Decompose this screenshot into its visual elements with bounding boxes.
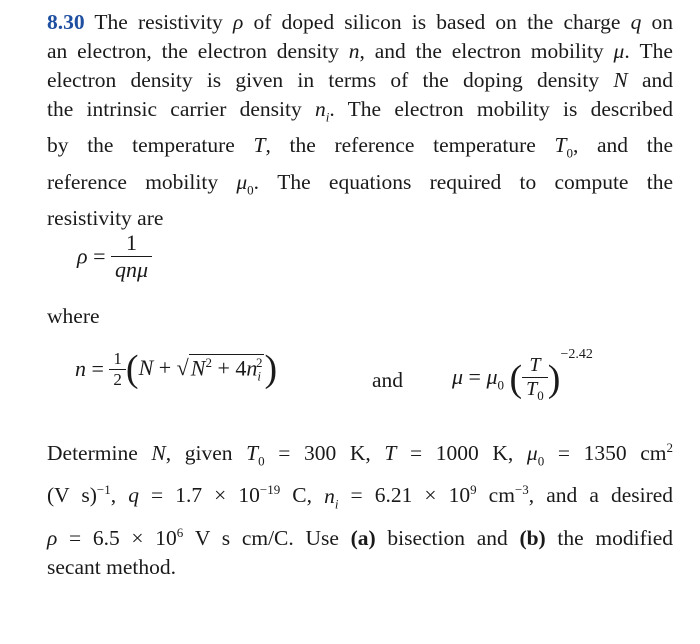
- intro-line: an electron, the electron density n, and the electron mobility μ. The: [47, 39, 673, 63]
- n-half-denominator: 2: [109, 369, 126, 390]
- tail-line: $\rho = 6.5 \times 10^6$ V s cm/C. Use (a) bisection and (b) the modified: [47, 524, 673, 551]
- mu-ratio-denominator: $T_0$: [522, 377, 548, 404]
- n-half-numerator: 1: [113, 348, 122, 368]
- tail-line: Determine N, given $T_0 = 300$ K, T = 1000 K, $\mu_0 = 1350$ $cm^2$: [47, 440, 673, 469]
- mu-ratio-numerator: T: [529, 353, 541, 376]
- rho-denominator: qnμ: [111, 256, 152, 283]
- problem-number: 8.30: [47, 10, 85, 34]
- intro-line: resistivity are: [47, 205, 164, 230]
- mu-exponent: −2.42: [560, 347, 593, 362]
- rho-numerator: 1: [126, 230, 137, 255]
- n-equation: n = $\frac{1}{2}$ $(N + √N^2 + 4n_i^2)$: [75, 348, 278, 390]
- and-label: and: [372, 368, 404, 392]
- problem-intro: [47, 8, 673, 233]
- mu-equation: $\mu = \mu_0$ ( $\frac{T}{T_0}$ )$^{-2.42}$: [452, 347, 593, 403]
- intro-line: 8.30 The resistivity ρ of doped silicon is based on the charge q on: [47, 10, 674, 34]
- where-label: where: [47, 304, 100, 328]
- intro-line: reference mobility $\mu_0$. The equations required to compute the: [47, 169, 673, 197]
- problem-tail: [47, 433, 673, 582]
- intro-line: by the temperature T, the reference temperature $T_0$, and the: [47, 133, 673, 161]
- intro-line: electron density is given in terms of the doping density N and: [47, 68, 673, 92]
- tail-line: (V s)$^{-1}$, $q = 1.7 \times 10^{-19}$ C, $n_i = 6.21 \times 10^9$ $cm^{-3}$, and a desired: [47, 482, 674, 511]
- rho-equation: ρ = $\frac{1}{\text{qnμ}}$: [77, 230, 152, 283]
- intro-line: the intrinsic carrier density $n_i$. The electron mobility is described: [47, 97, 673, 125]
- tail-line: secant method.: [47, 555, 176, 580]
